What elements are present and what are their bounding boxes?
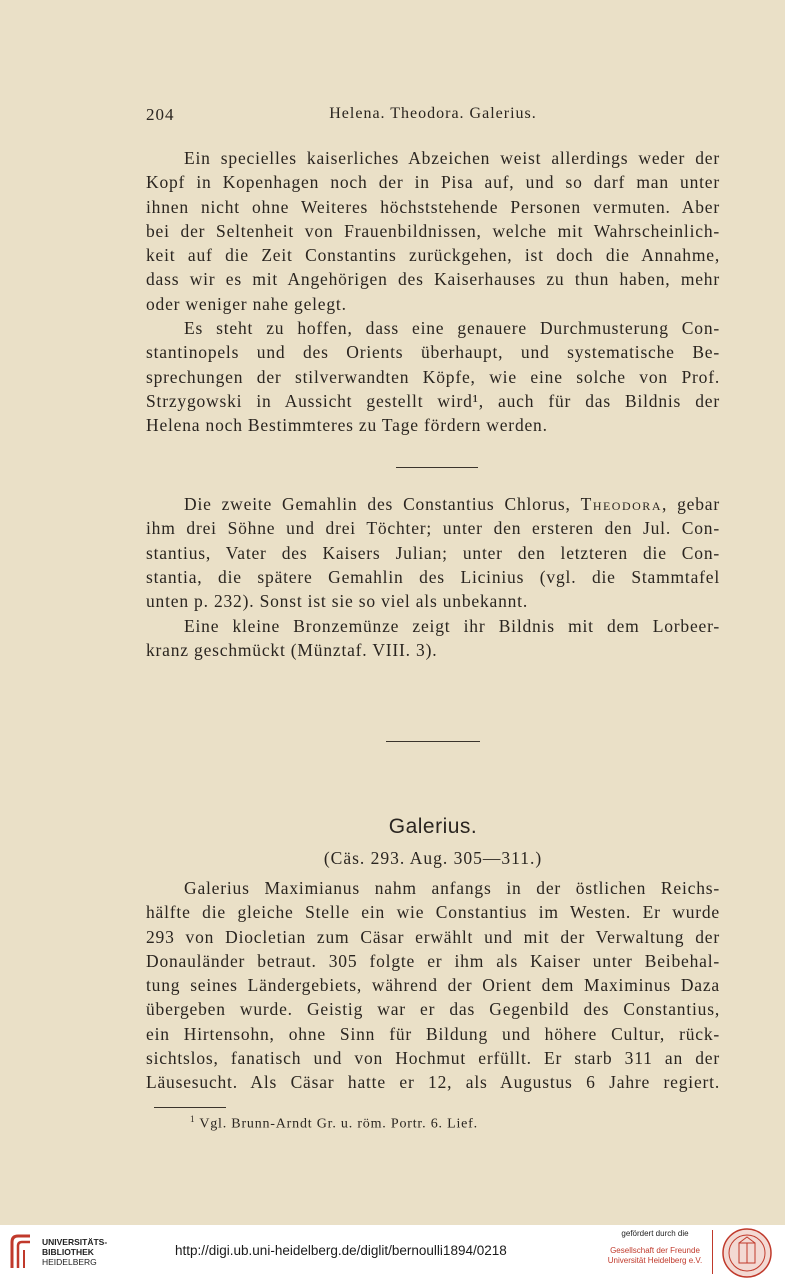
sponsor-line: gefördert durch die [621, 1229, 689, 1238]
text-line: Galerius Maximianus nahm anfangs in der östlichen Reichs- [184, 878, 720, 898]
library-logo-icon [8, 1232, 34, 1272]
text-line: hälfte die gleiche Stelle ein wie Constantius im Westen. Er wurde [146, 902, 720, 923]
text-line: dass wir es mit Angehörigen des Kaiserhauses zu thun haben, mehr [146, 269, 720, 290]
library-line: HEIDELBERG [42, 1257, 97, 1267]
text-line: bei der Seltenheit von Frauenbildnissen, welche mit Wahrscheinlich- [146, 220, 720, 241]
text-line: 293 von Diocletian zum Cäsar erwählt und mit der Verwaltung der [146, 926, 720, 947]
text-span: Die zweite Gemahlin des Constantius Chlorus, [184, 494, 571, 514]
section-subtitle: (Cäs. 293. Aug. 305—311.) [323, 848, 543, 868]
footnote-rule [154, 1107, 226, 1108]
text-line: stantia, die spätere Gemahlin des Licinius (vgl. die Stammtafel [146, 566, 720, 587]
theodora-paragraph-2 [146, 614, 720, 663]
footnote-marker: 1 [190, 1114, 196, 1124]
name-theodora: Theodora [580, 494, 662, 514]
sponsor-block [595, 1228, 715, 1266]
text-line: ihnen nicht ohne Weiteres höchststehende Personen vermuten. Aber [146, 196, 720, 217]
page-header [146, 105, 720, 129]
text-line: oder weniger nahe gelegt. [146, 293, 347, 314]
text-line: kranz geschmückt (Münztaf. VIII. 3). [146, 640, 438, 661]
text-line: Helena noch Bestimmteres zu Tage fördern werden. [146, 415, 548, 436]
text-line: Läusesucht. Als Cäsar hatte er 12, als Augustus 6 Jahre regiert. [146, 1072, 720, 1093]
text-line: Es steht zu hoffen, dass eine genauere Durchmusterung Con- [184, 318, 720, 338]
text-line: Donauländer betraut. 305 folgte er ihm als Kaiser unter Beibehal- [146, 950, 720, 971]
text-line: übergeben wurde. Geistig war er das Gegenbild des Constantius, [146, 999, 720, 1020]
text-line: stantinopels und des Orients überhaupt, und systematische Be- [146, 342, 720, 363]
footer-divider [712, 1230, 713, 1274]
section-divider [396, 467, 478, 468]
text-line: Strzygowski in Aussicht gestellt wird¹, auch für das Bildnis der [146, 390, 720, 411]
page-number: 204 [146, 105, 175, 124]
galerius-paragraph [146, 876, 720, 1095]
text-line: sprechungen der stilverwandten Köpfe, wie eine solche von Prof. [146, 366, 720, 387]
university-seal-icon [721, 1227, 773, 1279]
permalink-url[interactable]: http://digi.ub.uni-heidelberg.de/diglit/bernoulli1894/0218 [175, 1243, 507, 1258]
running-title: Helena. Theodora. Galerius. [329, 105, 537, 122]
text-line: keit auf die Zeit Constantins zurückgehen, ist doch die Annahme, [146, 245, 720, 266]
library-line: UNIVERSITÄTS- [42, 1237, 108, 1247]
footnote-text: Vgl. Brunn-Arndt Gr. u. röm. Portr. 6. Lief. [199, 1116, 478, 1132]
library-line: BIBLIOTHEK [42, 1247, 94, 1257]
theodora-paragraph-1 [146, 492, 720, 613]
text-line: Eine kleine Bronzemünze zeigt ihr Bildnis mit dem Lorbeer- [184, 616, 720, 636]
text-span: , gebar [661, 494, 720, 514]
text-line: Kopf in Kopenhagen noch der in Pisa auf, und so darf man unter [146, 172, 720, 193]
footnote [190, 1114, 478, 1133]
section-divider [386, 741, 480, 742]
text-line: sichtslos, fanatisch und von Hochmut erfüllt. Er starb 311 an der [146, 1048, 720, 1069]
text-line: unten p. 232). Sonst ist sie so viel als unbekannt. [146, 591, 529, 612]
sponsor-line: Gesellschaft der Freunde [610, 1246, 700, 1255]
text-line: Ein specielles kaiserliches Abzeichen weist allerdings weder der [184, 148, 720, 168]
helena-paragraph-2 [146, 316, 720, 437]
text-line: stantius, Vater des Kaisers Julian; unter den letzteren die Con- [146, 542, 720, 563]
helena-paragraph-1 [146, 146, 720, 316]
text-line: ihm drei Söhne und drei Töchter; unter den ersteren den Jul. Con- [146, 518, 720, 539]
text-line [146, 492, 720, 516]
sponsor-line: Universität Heidelberg e.V. [607, 1256, 703, 1265]
library-name [42, 1237, 107, 1267]
section-title: Galerius. [388, 815, 478, 838]
text-line: tung seines Ländergebiets, während der Orient dem Maximinus Daza [146, 975, 720, 996]
text-line: ein Hirtensohn, ohne Sinn für Bildung und höhere Cultur, rück- [146, 1023, 720, 1044]
